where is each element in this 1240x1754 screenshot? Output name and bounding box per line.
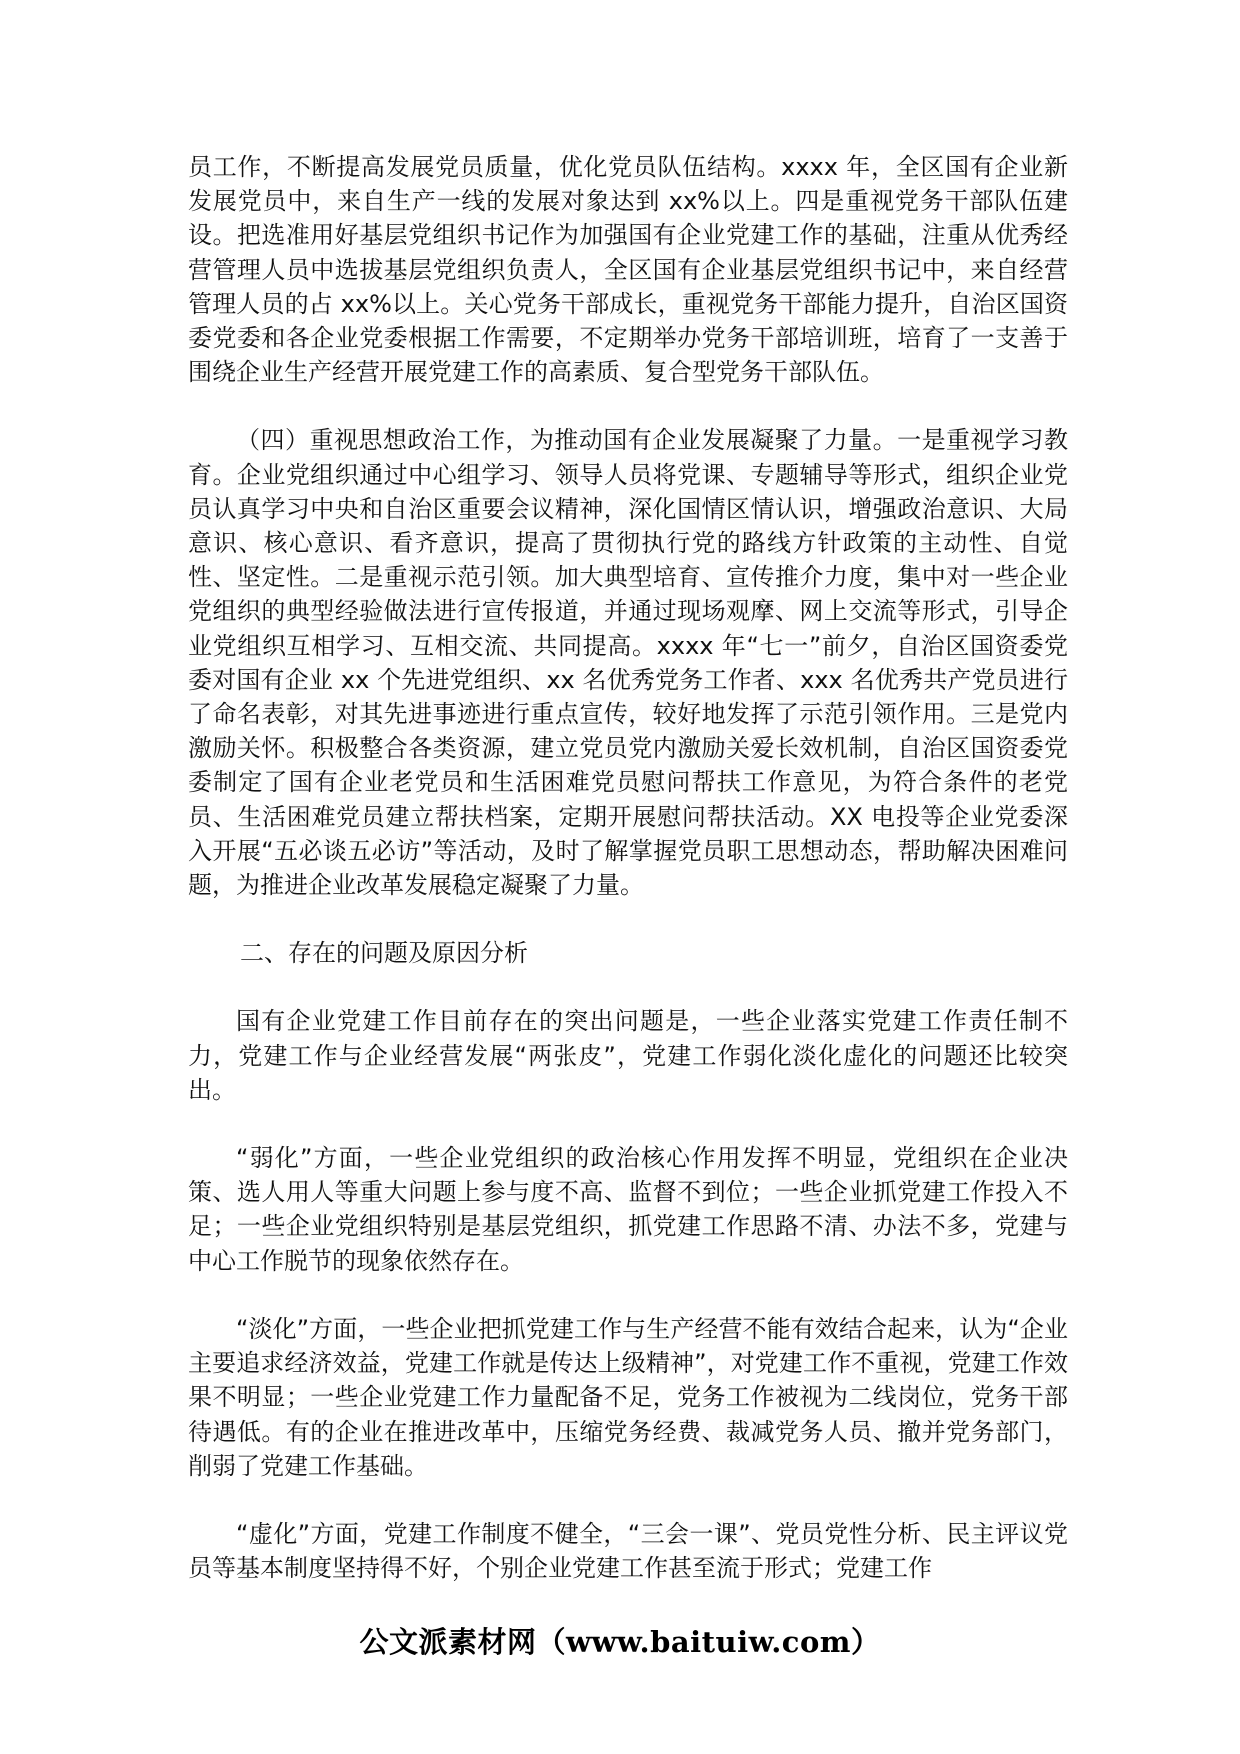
body-paragraph-weakening: “弱化”方面，一些企业党组织的政治核心作用发挥不明显，党组织在企业决策、选人用人等重大问题上参与度不高、监督不到位；一些企业抓党建工作投入不足；一些企业党组织特别是基层党组织，抓党建工作思路不清、办法不多，党建与中心工作脱节的现象依然存在。	[188, 1144, 1068, 1275]
body-paragraph-hollowing: “虚化”方面，党建工作制度不健全，“三会一课”、党员党性分析、民主评议党员等基本制度坚持得不好，个别企业党建工作甚至流于形式；党建工作	[188, 1519, 1068, 1583]
body-paragraph-diluting: “淡化”方面，一些企业把抓党建工作与生产经营不能有效结合起来，认为“企业主要追求经济效益，党建工作就是传达上级精神”，对党建工作不重视，党建工作效果不明显；一些企业党建工作力量配备不足，党务工作被视为二线岗位，党务干部待遇低。有的企业在推进改革中，压缩党务经费、裁减党务人员、撤并党务部门，削弱了党建工作基础。	[188, 1314, 1068, 1480]
body-paragraph-section-four: （四）重视思想政治工作，为推动国有企业发展凝聚了力量。一是重视学习教育。企业党组织通过中心组学习、领导人员将党课、专题辅导等形式，组织企业党员认真学习中央和自治区重要会议精神，深化国情区情认识，增强政治意识、大局意识、核心意识、看齐意识，提高了贯彻执行党的路线方针政策的主动性、自觉性、坚定性。二是重视示范引领。加大典型培育、宣传推介力度，集中对一些企业党组织的典型经验做法进行宣传报道，并通过现场观摩、网上交流等形式，引导企业党组织互相学习、互相交流、共同提高。xxxx 年“七一”前夕，自治区国资委党委对国有企业 xx 个先进党组织、xx 名优秀党务工作者、xxx 名优秀共产党员进行了命名表彰，对其先进事迹进行重点宣传，较好地发挥了示范引领作用。三是党内激励关怀。积极整合各类资源，建立党员党内激励关爱长效机制，自治区国资委党委制定了国有企业老党员和生活困难党员慰问帮扶工作意见，为符合条件的老党员、生活困难党员建立帮扶档案，定期开展慰问帮扶活动。XX 电投等企业党委深入开展“五必谈五必访”等活动，及时了解掌握党员职工思想动态，帮助解决困难问题，为推进企业改革发展稳定凝聚了力量。	[188, 426, 1068, 900]
body-paragraph-overview: 国有企业党建工作目前存在的突出问题是，一些企业落实党建工作责任制不力，党建工作与企业经营发展“两张皮”，党建工作弱化淡化虚化的问题还比较突出。	[188, 1007, 1068, 1104]
footer-watermark: 公文派素材网（www.baituiw.com）	[359, 1625, 881, 1659]
document-body	[188, 150, 1068, 1585]
section-heading-problems: 二、存在的问题及原因分析	[240, 939, 528, 968]
body-paragraph-continuation: 员工作，不断提高发展党员质量，优化党员队伍结构。xxxx 年，全区国有企业新发展党员中，来自生产一线的发展对象达到 xx%以上。四是重视党务干部队伍建设。把选准用好基层党组织书记作为加强国有企业党建工作的基础，注重从优秀经营管理人员中选拔基层党组织负责人，全区国有企业基层党组织书记中，来自经营管理人员的占 xx%以上。关心党务干部成长，重视党务干部能力提升，自治区国资委党委和各企业党委根据工作需要，不定期举办党务干部培训班，培育了一支善于围绕企业生产经营开展党建工作的高素质、复合型党务干部队伍。	[188, 153, 1068, 387]
